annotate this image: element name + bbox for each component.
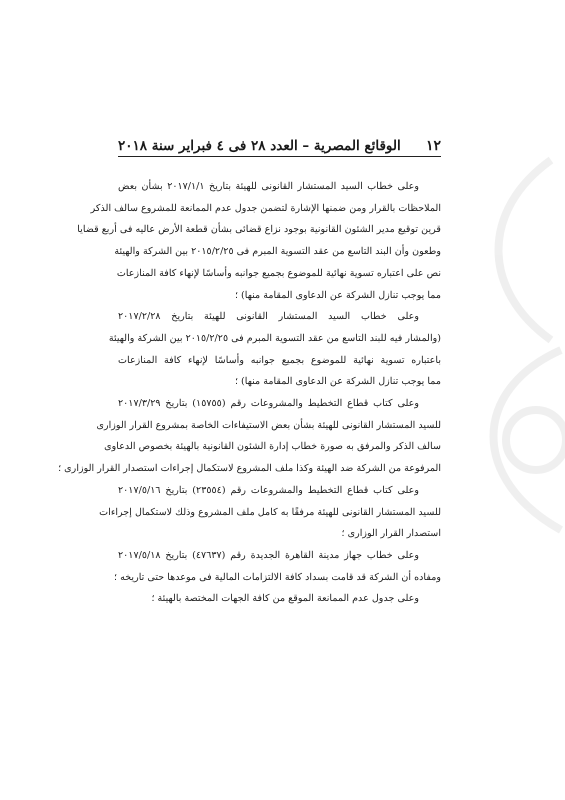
paragraph-6	[118, 588, 441, 610]
document-body	[58, 176, 441, 610]
paragraph-3	[58, 393, 441, 480]
text-line: (والمشار فيه للبند التاسع من عقد التسوية المبرم فى ٢٠١٥/٢/٢٥ بين الشركة والهيئة	[108, 332, 441, 344]
text-line: للسيد المستشار القانونى للهيئة بشأن بعض الاستيفاءات الخاصة بمشروع القرار الوزارى	[96, 419, 441, 431]
text-line: سالف الذكر والمرفق به صورة خطاب إدارة الشئون القانونية بالهيئة بخصوص الدعاوى	[104, 441, 441, 453]
text-line: وعلى كتاب قطاع التخطيط والمشروعات رقم (١٥٧٥٥) بتاريخ ٢٠١٧/٣/٢٩	[118, 398, 419, 410]
paragraph-5	[113, 545, 441, 588]
text-line: وطعون وأن البند التاسع من عقد التسوية المبرم فى ٢٠١٥/٢/٢٥ بين الشركة والهيئة	[114, 246, 441, 258]
paragraph-4	[99, 480, 441, 545]
text-line: مما يوجب تنازل الشركة عن الدعاوى المقامة منها) ؛	[234, 376, 441, 388]
text-line: قرين توقيع مدير الشئون القانونية بوجود نزاع قضائى بشأن قطعة الأرض عاليه فى أربع قضايا	[77, 224, 441, 236]
text-line: ومفاده أن الشركة قد قامت بسداد كافة الالتزامات المالية فى موعدها حتى تاريخه ؛	[113, 571, 441, 583]
text-line: المرفوعة من الشركة ضد الهيئة وكذا ملف المشروع لاستكمال إجراءات استصدار القرار الوزارى ؛	[58, 463, 441, 475]
text-line: مما يوجب تنازل الشركة عن الدعاوى المقامة منها) ؛	[234, 289, 441, 301]
text-line: وعلى خطاب السيد المستشار القانونى للهيئة بتاريخ ٢٠١٧/١/١ بشأن بعض	[118, 181, 419, 192]
text-line: باعتباره تسوية نهائية للموضوع بجميع جوانبه وأساسًا لإنهاء كافة المنازعات	[118, 354, 441, 366]
text-line: استصدار القرار الوزارى ؛	[341, 528, 441, 540]
gazette-issue-title: الوقائع المصرية – العدد ٢٨ فى ٤ فبراير سنة ٢٠١٨	[118, 138, 401, 154]
text-line: وعلى كتاب قطاع التخطيط والمشروعات رقم (٢٣٥٥٤) بتاريخ ٢٠١٧/٥/١٦	[118, 484, 419, 496]
text-line: وعلى خطاب جهاز مدينة القاهرة الجديدة رقم (٤٧٦٣٧) بتاريخ ٢٠١٧/٥/١٨	[118, 549, 419, 561]
text-line: للسيد المستشار القانونى للهيئة مرفقًا به كامل ملف المشروع وذلك لاستكمال إجراءات	[99, 506, 441, 518]
text-line: وعلى خطاب السيد المستشار القانونى للهيئة بتاريخ ٢٠١٧/٢/٢٨	[118, 311, 419, 323]
text-line: الملاحظات بالقرار ومن ضمنها الإشارة لتضمن جدول عدم الممانعة للمشروع سالف الذكر	[90, 202, 441, 214]
page-number: ١٢	[425, 138, 441, 154]
text-line: نص على اعتباره تسوية نهائية للموضوع بجميع جوانبه وأساسًا لإنهاء كافة المنازعات	[116, 267, 441, 279]
paragraph-2	[108, 306, 441, 393]
paragraph-1	[77, 176, 441, 306]
page-header	[118, 132, 441, 157]
text-line: وعلى جدول عدم الممانعة الموقع من كافة الجهات المختصة بالهيئة ؛	[151, 593, 419, 605]
watermark-seal-graphic	[441, 150, 565, 570]
